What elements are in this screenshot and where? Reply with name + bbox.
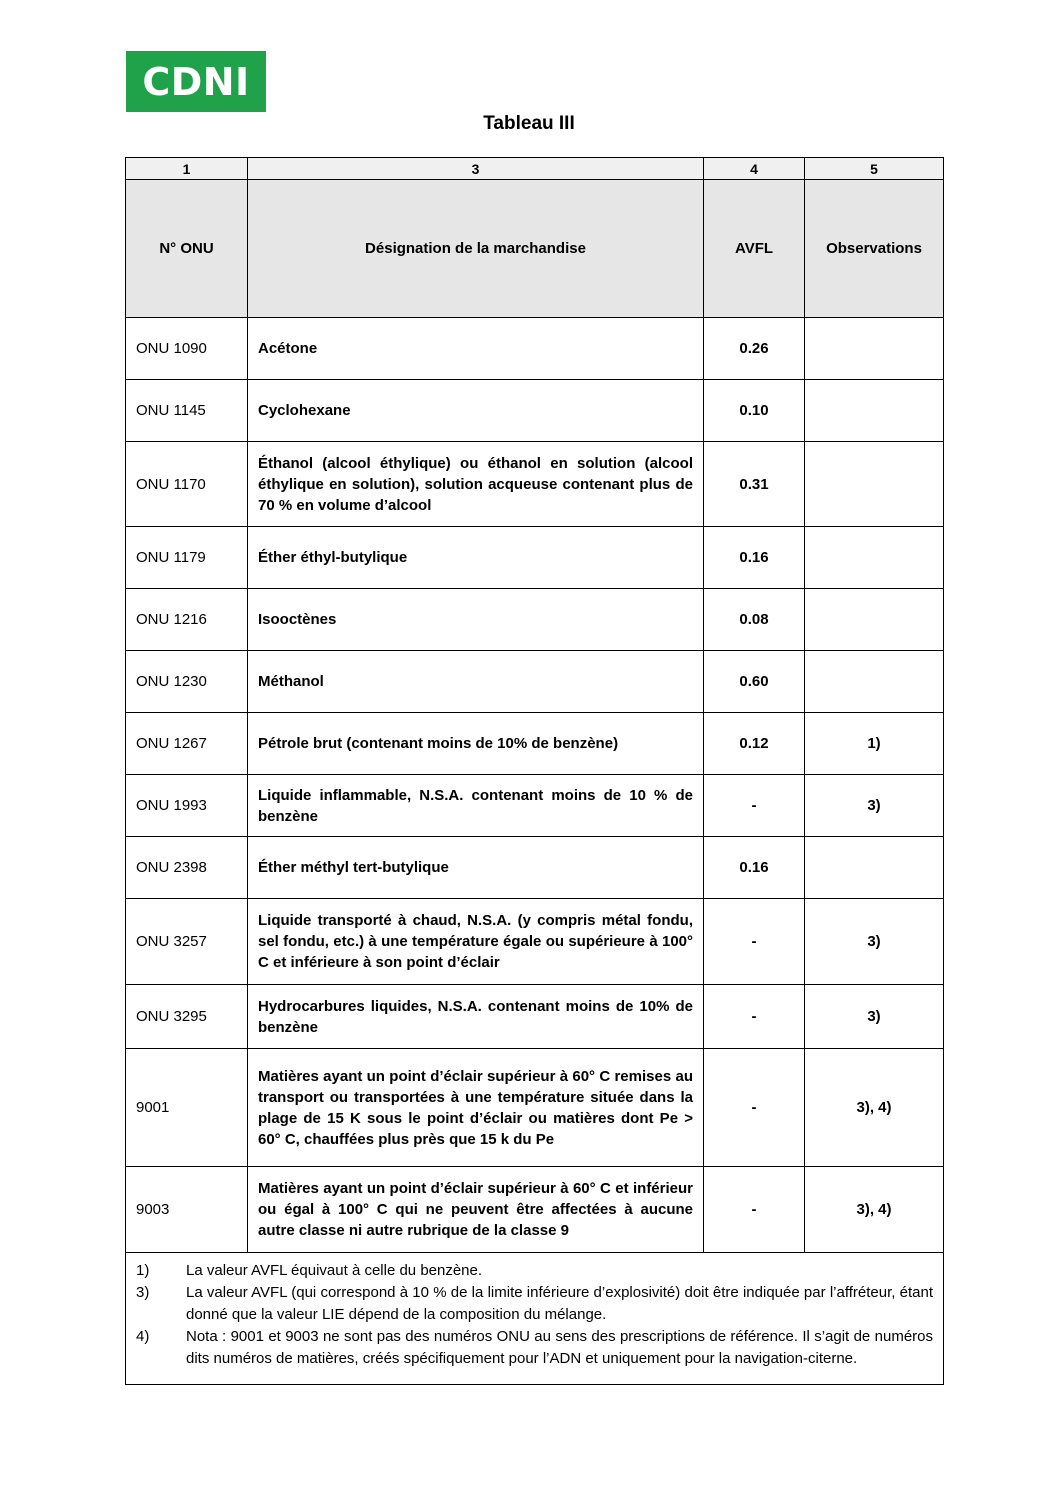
- substances-table-container: [125, 157, 943, 1385]
- footnote-number: 1): [136, 1262, 150, 1279]
- cell-designation: Isooctènes: [248, 589, 704, 651]
- cell-observations: [805, 318, 944, 380]
- cell-onu: ONU 3295: [126, 985, 248, 1049]
- cell-observations: 3): [805, 775, 944, 837]
- cell-avfl: -: [704, 985, 805, 1049]
- cell-onu: ONU 1170: [126, 442, 248, 527]
- cell-observations: 3), 4): [805, 1167, 944, 1253]
- page-title: Tableau III: [483, 113, 575, 134]
- cell-avfl: 0.08: [704, 589, 805, 651]
- cell-designation: Liquide inflammable, N.S.A. contenant moins de 10 % de benzène: [248, 775, 704, 837]
- cell-onu: ONU 1145: [126, 380, 248, 442]
- cell-avfl: 0.16: [704, 837, 805, 899]
- cell-designation: Éther méthyl tert-butylique: [248, 837, 704, 899]
- cdni-logo: [126, 51, 266, 112]
- cell-avfl: -: [704, 899, 805, 985]
- footnote-text: La valeur AVFL équivaut à celle du benzène.: [186, 1262, 483, 1279]
- table-row: [126, 775, 944, 837]
- cell-avfl: -: [704, 1049, 805, 1167]
- cell-designation: Hydrocarbures liquides, N.S.A. contenant moins de 10% de benzène: [248, 985, 704, 1049]
- substances-table: [125, 157, 944, 1385]
- cell-observations: [805, 651, 944, 713]
- cell-observations: 3): [805, 899, 944, 985]
- cell-designation: Acétone: [248, 318, 704, 380]
- table-row: [126, 442, 944, 527]
- cell-avfl: 0.16: [704, 527, 805, 589]
- column-number: 4: [704, 158, 805, 180]
- table-row: [126, 899, 944, 985]
- header-designation: Désignation de la marchandise: [248, 180, 704, 318]
- cell-designation: Liquide transporté à chaud, N.S.A. (y compris métal fondu, sel fondu, etc.) à une température égale ou supérieure à 100° C et inférieure à son point d’éclair: [248, 899, 704, 985]
- footnote: [136, 1260, 933, 1282]
- cell-avfl: 0.12: [704, 713, 805, 775]
- cell-avfl: 0.26: [704, 318, 805, 380]
- header-observations: Observations: [805, 180, 944, 318]
- table-row: [126, 380, 944, 442]
- cell-observations: 1): [805, 713, 944, 775]
- cell-designation: Éthanol (alcool éthylique) ou éthanol en solution (alcool éthylique en solution), solution acqueuse contenant plus de 70 % en volume d’alcool: [248, 442, 704, 527]
- footnote: [136, 1282, 933, 1326]
- table-row: [126, 713, 944, 775]
- table-row: [126, 527, 944, 589]
- header-avfl: AVFL: [704, 180, 805, 318]
- cell-designation: Méthanol: [248, 651, 704, 713]
- cell-observations: 3), 4): [805, 1049, 944, 1167]
- logo-text: CDNI: [142, 59, 250, 104]
- header-onu: N° ONU: [126, 180, 248, 318]
- table-row: [126, 318, 944, 380]
- cell-onu: 9001: [126, 1049, 248, 1167]
- column-number: 1: [126, 158, 248, 180]
- cell-observations: [805, 589, 944, 651]
- column-number-row: [126, 158, 944, 180]
- column-number: 3: [248, 158, 704, 180]
- cell-onu: ONU 3257: [126, 899, 248, 985]
- notes-cell: [126, 1253, 944, 1385]
- footnote-number: 4): [136, 1328, 150, 1345]
- footnote: [136, 1326, 933, 1370]
- cell-avfl: -: [704, 775, 805, 837]
- cell-avfl: -: [704, 1167, 805, 1253]
- cell-onu: ONU 1179: [126, 527, 248, 589]
- cell-observations: [805, 442, 944, 527]
- cell-designation: Matières ayant un point d’éclair supérieur à 60° C et inférieur ou égal à 100° C qui ne peuvent être affectées à aucune autre classe ni autre rubrique de la classe 9: [248, 1167, 704, 1253]
- cell-avfl: 0.10: [704, 380, 805, 442]
- table-row: [126, 651, 944, 713]
- cell-designation: Pétrole brut (contenant moins de 10% de benzène): [248, 713, 704, 775]
- cell-onu: ONU 2398: [126, 837, 248, 899]
- footnote-text: La valeur AVFL (qui correspond à 10 % de la limite inférieure d’explosivité) doit être indiquée par l’affréteur, étant donné que la valeur LIE dépend de la composition du mélange.: [186, 1284, 933, 1323]
- column-number: 5: [805, 158, 944, 180]
- header-row: [126, 180, 944, 318]
- table-row: [126, 1049, 944, 1167]
- footnote-text: Nota : 9001 et 9003 ne sont pas des numéros ONU au sens des prescriptions de référence. Il s’agit de numéros dits numéros de matières, créés spécifiquement pour l’ADN et uniquement pour la navigation-citerne.: [186, 1328, 933, 1367]
- notes-row: [126, 1253, 944, 1385]
- cell-onu: ONU 1216: [126, 589, 248, 651]
- cell-observations: 3): [805, 985, 944, 1049]
- footnote-number: 3): [136, 1284, 150, 1301]
- cell-avfl: 0.31: [704, 442, 805, 527]
- cell-observations: [805, 837, 944, 899]
- table-row: [126, 1167, 944, 1253]
- cell-onu: ONU 1993: [126, 775, 248, 837]
- cell-designation: Éther éthyl-butylique: [248, 527, 704, 589]
- table-row: [126, 589, 944, 651]
- cell-onu: ONU 1230: [126, 651, 248, 713]
- cell-avfl: 0.60: [704, 651, 805, 713]
- cell-onu: ONU 1090: [126, 318, 248, 380]
- cell-designation: Cyclohexane: [248, 380, 704, 442]
- cell-onu: ONU 1267: [126, 713, 248, 775]
- cell-designation: Matières ayant un point d’éclair supérieur à 60° C remises au transport ou transportées à une température située dans la plage de 15 K sous le point d’éclair ou matières dont Pe > 60° C, chauffées plus près que 15 k du Pe: [248, 1049, 704, 1167]
- cell-observations: [805, 380, 944, 442]
- table-row: [126, 837, 944, 899]
- cell-onu: 9003: [126, 1167, 248, 1253]
- cell-observations: [805, 527, 944, 589]
- table-row: [126, 985, 944, 1049]
